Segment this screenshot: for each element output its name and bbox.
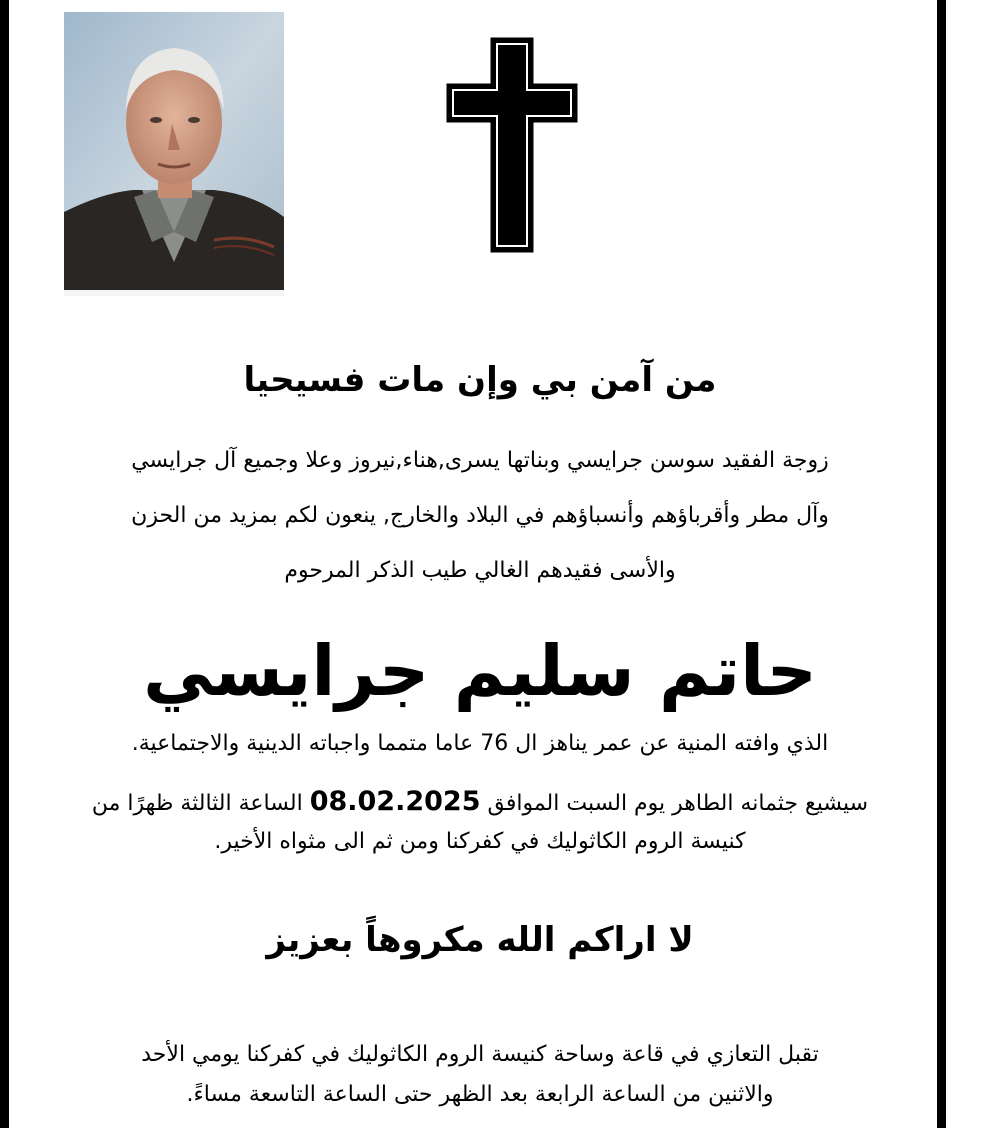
closing-phrase: لا اراكم الله مكروهاً بعزيز [266, 920, 694, 960]
deceased-name: حاتم سليم جرايسي [143, 630, 817, 712]
funeral-before-date: سيشيع جثمانه الطاهر يوم السبت الموافق [487, 791, 869, 816]
outer-margin [946, 0, 982, 1128]
funeral-after-date: الساعة الثالثة ظهرًا من [91, 791, 303, 816]
right-border [937, 0, 946, 1128]
family-line-2: وآل مطر وأقرباؤهم وأنسباؤهم في البلاد والخارج, ينعون لكم بمزيد من الحزن [131, 503, 829, 528]
bible-verse: من آمن بي وإن مات فسيحيا [243, 360, 717, 400]
funeral-date: 08.02.2025 [309, 786, 481, 817]
funeral-line-2: كنيسة الروم الكاثوليك في كفركنا ومن ثم الى مثواه الأخير. [214, 829, 746, 854]
family-line-3: والأسى فقيدهم الغالي طيب الذكر المرحوم [284, 558, 676, 583]
cross-icon [446, 37, 578, 253]
funeral-line-1 [40, 786, 920, 817]
condolence-line-2: والاثنين من الساعة الرابعة بعد الظهر حتى الساعة التاسعة مساءً. [186, 1082, 774, 1107]
condolence-line-1: تقبل التعازي في قاعة وساحة كنيسة الروم الكاثوليك في كفركنا يومي الأحد [141, 1042, 819, 1067]
family-line-1: زوجة الفقيد سوسن جرايسي وبناتها يسرى,هناء,نيروز وعلا وجميع آل جرايسي [131, 448, 829, 473]
deceased-photo [64, 12, 284, 296]
left-border [0, 0, 9, 1128]
age-line: الذي وافته المنية عن عمر يناهز ال 76 عاما متمما واجباته الدينية والاجتماعية. [131, 731, 829, 756]
